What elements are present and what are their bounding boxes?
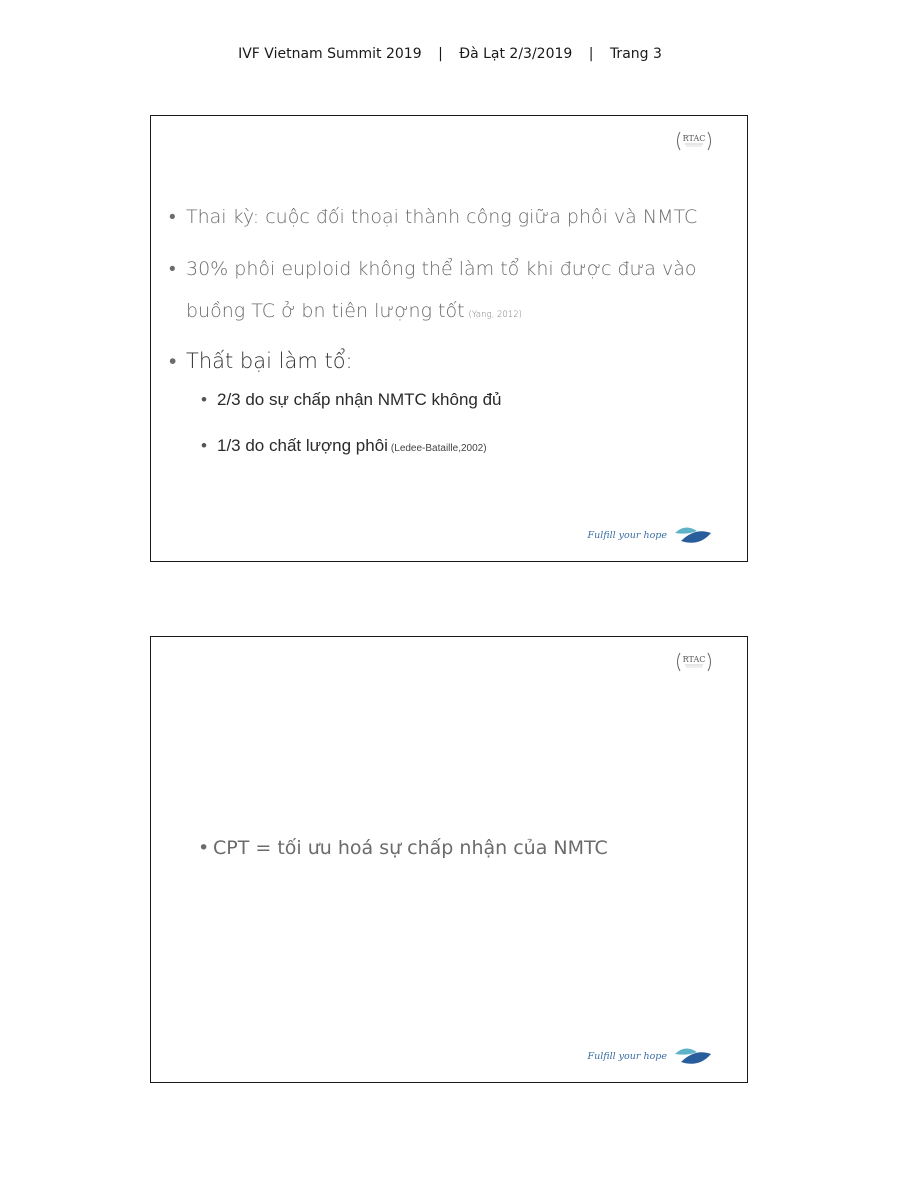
- svg-text:RTAC: RTAC: [682, 134, 706, 143]
- citation: (Ledee-Bataille,2002): [390, 443, 487, 454]
- sub-bullet-text: 2/3 do sự chấp nhận NMTC không đủ: [217, 390, 502, 409]
- list-heading: [169, 346, 729, 376]
- slide-1: [150, 115, 748, 562]
- heading-text: Thất bại làm tổ:: [186, 349, 353, 373]
- citation: (Yang, 2012): [468, 310, 522, 320]
- list-item: [169, 248, 729, 336]
- tagline: Fulfill your hope: [587, 1050, 667, 1062]
- bullet-text: Thai kỳ: cuộc đối thoại thành công giữa phôi và NMTC: [186, 206, 698, 228]
- page-number: Trang 3: [609, 46, 662, 62]
- slide-footer: [588, 1046, 714, 1066]
- leaf-icon: [673, 1046, 713, 1066]
- event-title: IVF Vietnam Summit 2019: [238, 46, 422, 62]
- rtac-logo: [675, 130, 713, 152]
- location-date: Đà Lạt 2/3/2019: [459, 46, 573, 62]
- header-separator: |: [438, 46, 443, 62]
- list-item: [198, 837, 713, 859]
- slide-2: [150, 636, 748, 1083]
- tagline: Fulfill your hope: [587, 529, 667, 541]
- slide-footer: [588, 525, 714, 545]
- slide-1-content: [169, 196, 729, 483]
- bullet-text: 30% phôi euploid không thể làm tổ khi được đưa vào buồng TC ở bn tiên lượng tốt: [186, 258, 697, 322]
- sub-list-item: [201, 388, 729, 412]
- rtac-logo: [675, 651, 713, 673]
- list-item: [169, 196, 729, 238]
- svg-text:RTAC: RTAC: [682, 655, 706, 664]
- bullet-text: CPT = tối ưu hoá sự chấp nhận của NMTC: [213, 837, 608, 859]
- header-separator: |: [588, 46, 594, 62]
- leaf-icon: [673, 525, 713, 545]
- sub-bullet-text: 1/3 do chất lượng phôi: [217, 436, 388, 455]
- sub-list-item: [201, 434, 729, 461]
- page-header: [0, 46, 900, 62]
